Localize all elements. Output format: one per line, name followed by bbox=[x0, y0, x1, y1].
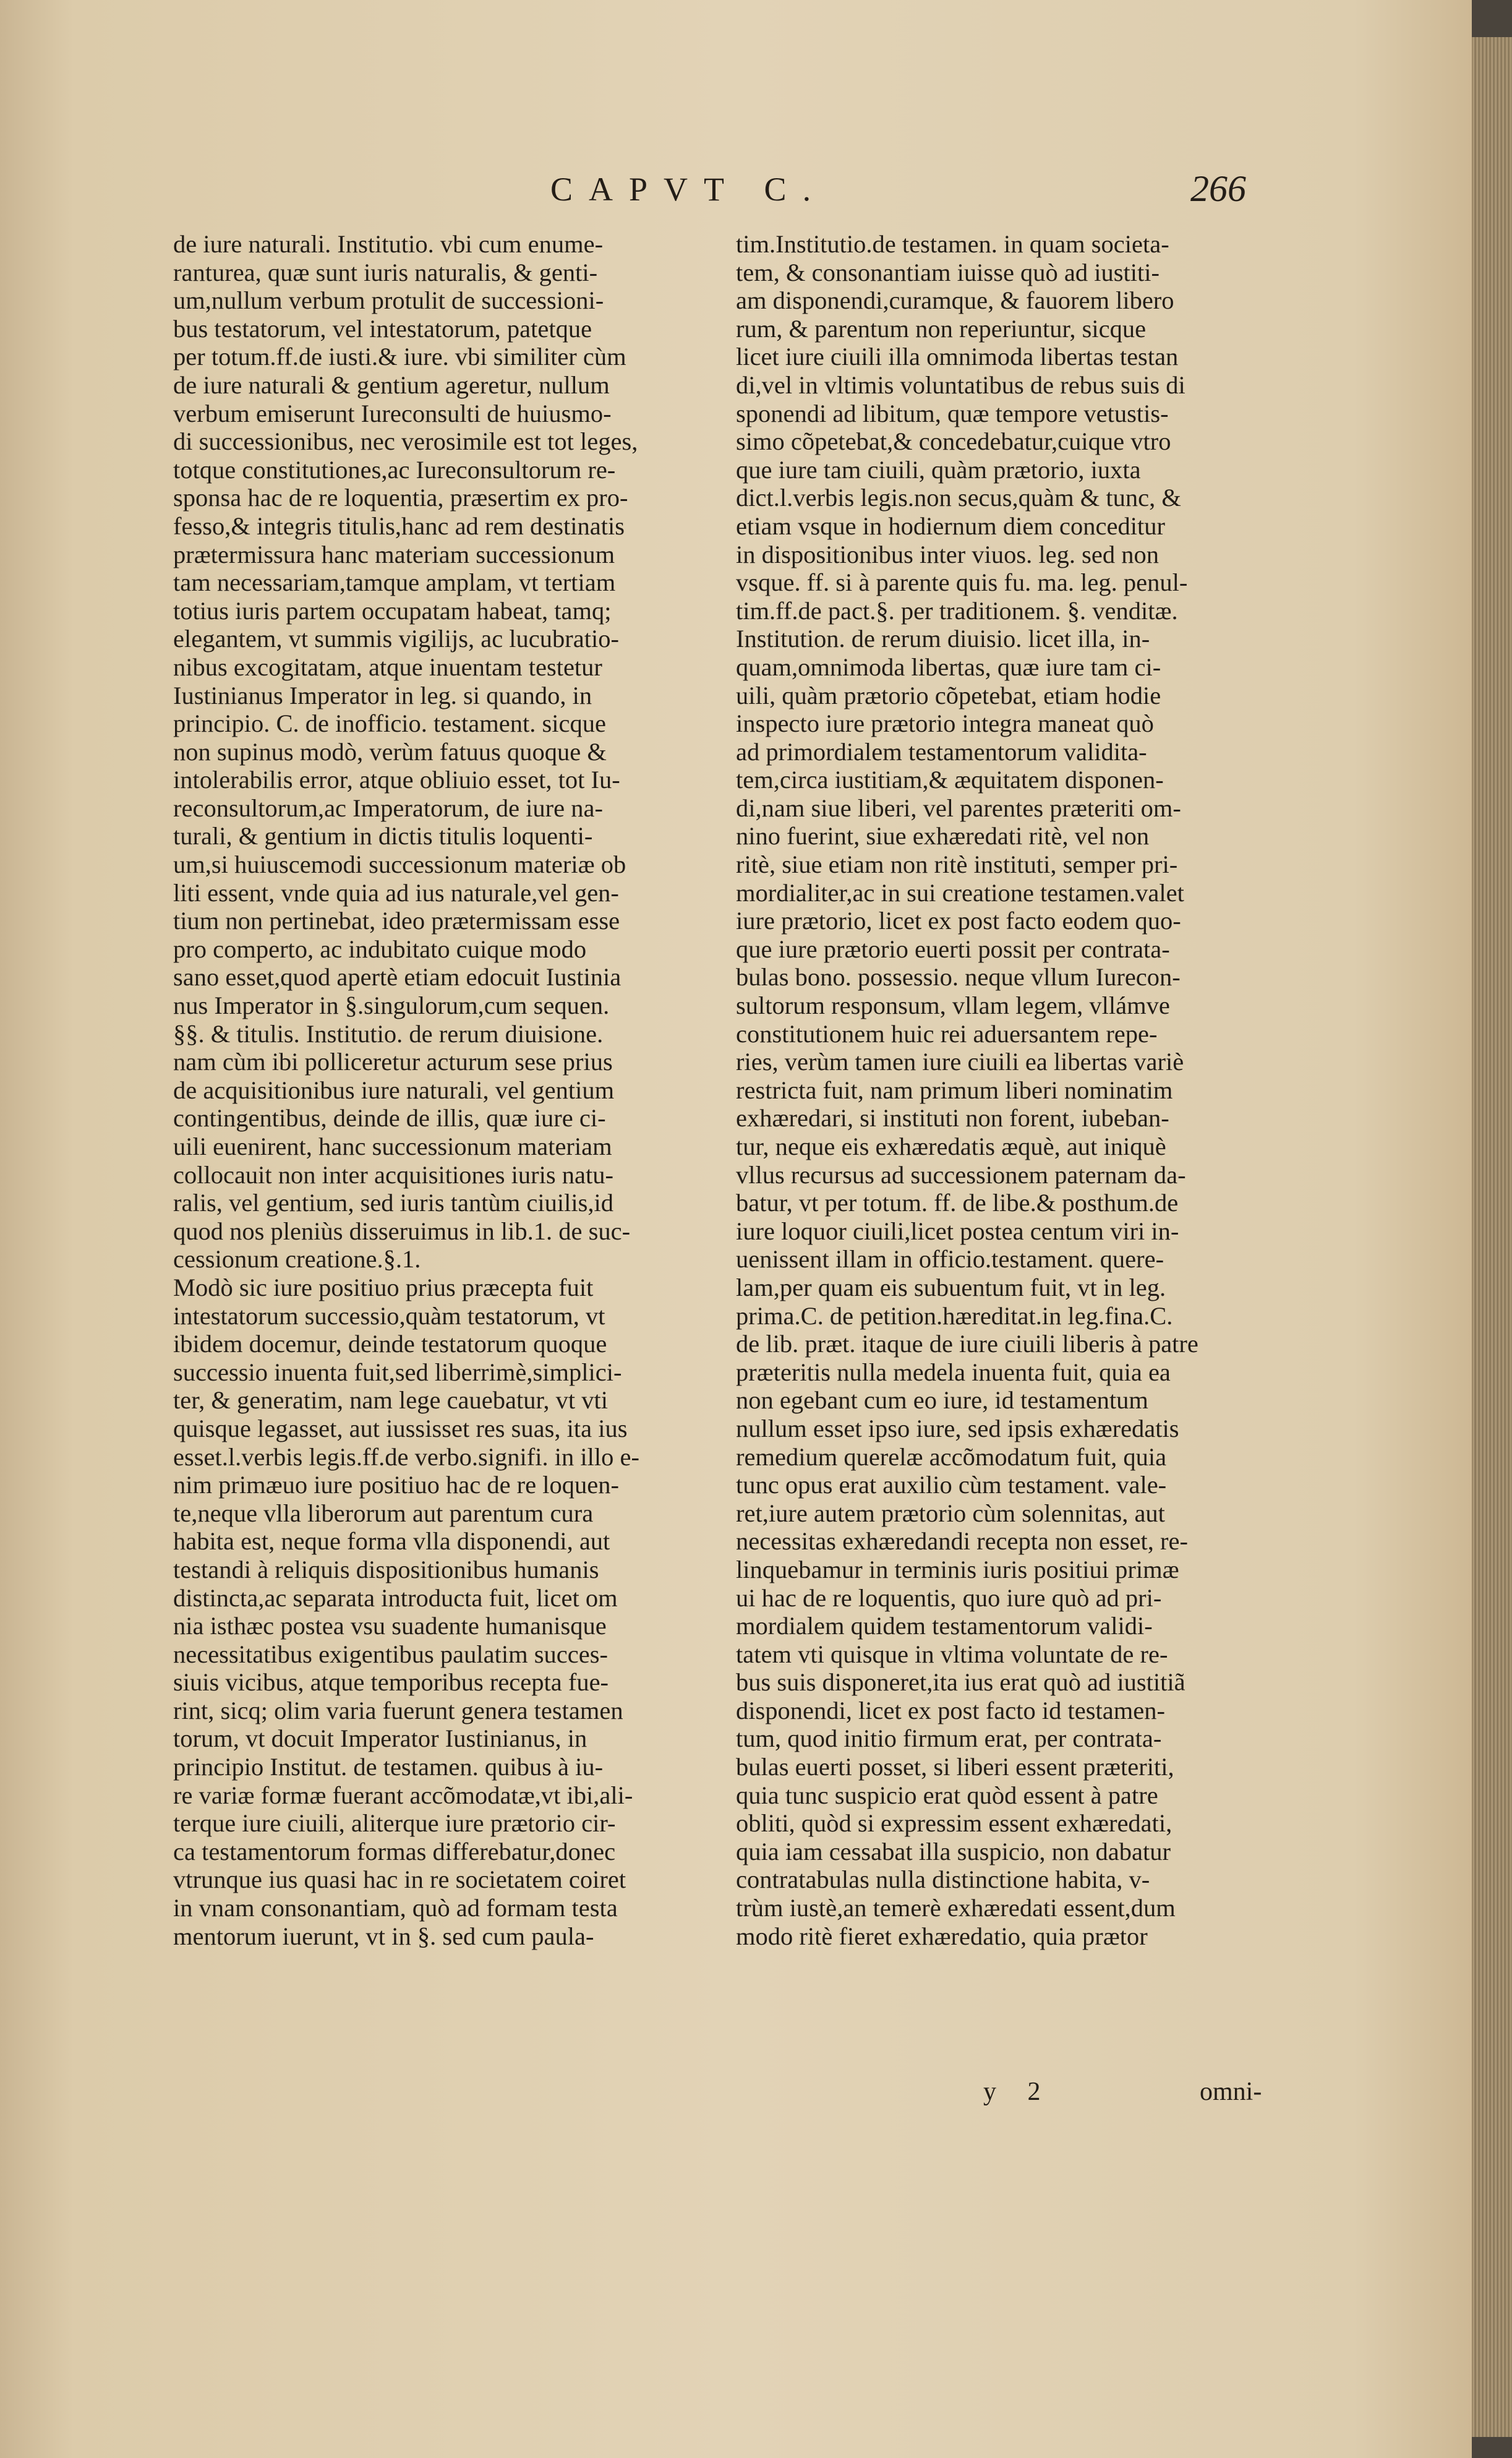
text-line: Modò sic iure positiuo prius præcepta fuit bbox=[173, 1273, 594, 1301]
text-line: de iure naturali. Institutio. vbi cum enume- bbox=[173, 230, 604, 258]
text-line: pro comperto, ac indubitato cuique modo bbox=[173, 935, 587, 963]
text-line: distincta,ac separata introducta fuit, licet om bbox=[173, 1583, 618, 1612]
text-line: contratabulas nulla distinctione habita, v- bbox=[736, 1865, 1150, 1894]
text-line: re variæ formæ fuerant accõmodatæ,vt ibi,ali- bbox=[173, 1781, 633, 1809]
text-line: etiam vsque in hodiernum diem conceditur bbox=[736, 512, 1165, 540]
running-head: CAPVT C. bbox=[550, 171, 827, 208]
text-line: bus suis disponeret,ita ius erat quò ad iustitiã bbox=[736, 1668, 1185, 1697]
text-line: Iustinianus Imperator in leg. si quando, in bbox=[173, 681, 592, 709]
text-line: turali, & gentium in dictis titulis loquenti- bbox=[173, 822, 593, 850]
text-line: de lib. præt. itaque de iure ciuili liberis à patre bbox=[736, 1330, 1198, 1358]
text-line: rum, & parentum non reperiuntur, sicque bbox=[736, 314, 1147, 343]
text-line: terque iure ciuili, aliterque iure prætorio cir- bbox=[173, 1809, 616, 1838]
text-line: de iure naturali & gentium ageretur, nullum bbox=[173, 370, 610, 399]
text-line: de acquisitionibus iure naturali, vel gentium bbox=[173, 1076, 615, 1104]
text-line: te,neque vlla liberorum aut parentum cura bbox=[173, 1499, 594, 1527]
text-line: batur, vt per totum. ff. de libe.& posthum.de bbox=[736, 1189, 1179, 1217]
text-line: quia iam cessabat illa suspicio, non dabatur bbox=[736, 1837, 1171, 1865]
text-line: testandi à reliquis dispositionibus humanis bbox=[173, 1555, 599, 1583]
text-line: quisque legasset, aut iussisset res suas, ita ius bbox=[173, 1414, 628, 1442]
text-line: tunc opus erat auxilio cùm testament. vale- bbox=[736, 1471, 1167, 1499]
text-line: principio. C. de inofficio. testament. sicque bbox=[173, 709, 606, 738]
text-line: tim.Institutio.de testamen. in quam societa- bbox=[736, 230, 1169, 258]
text-line: disponendi, licet ex post facto id testamen- bbox=[736, 1696, 1165, 1724]
text-line: Institution. de rerum diuisio. licet illa, in- bbox=[736, 625, 1150, 653]
text-line: per totum.ff.de iusti.& iure. vbi similiter cùm bbox=[173, 343, 626, 371]
text-line: totque constitutiones,ac Iureconsultorum re- bbox=[173, 455, 616, 484]
text-line: nim primæuo iure positiuo hac de re loquen- bbox=[173, 1471, 619, 1499]
text-line: prima.C. de petition.hæreditat.in leg.fina.C. bbox=[736, 1301, 1173, 1330]
text-line: uili, quàm prætorio cõpetebat, etiam hodie bbox=[736, 681, 1161, 709]
text-line: ad primordialem testamentorum validita- bbox=[736, 737, 1147, 766]
page-number: 266 bbox=[1190, 168, 1246, 209]
text-line: successio inuenta fuit,sed liberrimè,simplici- bbox=[173, 1358, 622, 1386]
page-footer bbox=[0, 2077, 1512, 2114]
text-line: fesso,& integris titulis,hanc ad rem destinatis bbox=[173, 512, 625, 540]
text-line: præteritis nulla medela inuenta fuit, quia ea bbox=[736, 1358, 1171, 1386]
text-line: nibus excogitatam, atque inuentam testetur bbox=[173, 653, 602, 681]
text-column-right bbox=[736, 230, 1280, 1950]
text-line: uili euenirent, hanc successionum materiam bbox=[173, 1133, 612, 1160]
text-line: licet iure ciuili illa omnimoda libertas testan bbox=[736, 343, 1179, 371]
text-line: di,vel in vltimis voluntatibus de rebus suis di bbox=[736, 370, 1185, 399]
text-line: vsque. ff. si à parente quis fu. ma. leg. penul- bbox=[736, 568, 1188, 597]
text-line: quod nos pleniùs disseruimus in lib.1. de suc- bbox=[173, 1217, 631, 1245]
text-line: collocauit non inter acquisitiones iuris natu- bbox=[173, 1160, 613, 1189]
text-line: nino fuerint, siue exhæredati ritè, vel non bbox=[736, 822, 1150, 850]
text-line: ries, verùm tamen iure ciuili ea libertas variè bbox=[736, 1048, 1184, 1076]
text-line: tatem vti quisque in vltima voluntate de re- bbox=[736, 1640, 1168, 1668]
text-line: modo ritè fieret exhæredatio, quia prætor bbox=[736, 1922, 1148, 1950]
text-line: reconsultorum,ac Imperatorum, de iure na- bbox=[173, 794, 603, 822]
text-line: habita est, neque forma vlla disponendi, aut bbox=[173, 1527, 610, 1556]
text-line: nullum esset ipso iure, sed ipsis exhæredatis bbox=[736, 1414, 1179, 1442]
text-line: sano esset,quod apertè etiam edocuit Iustinia bbox=[173, 963, 621, 991]
text-line: lam,per quam eis subuentum fuit, vt in leg. bbox=[736, 1273, 1166, 1301]
text-line: non egebant cum eo iure, id testamentum bbox=[736, 1386, 1148, 1415]
text-line: nam cùm ibi polliceretur acturum sese prius bbox=[173, 1048, 613, 1076]
text-line: elegantem, vt summis vigilijs, ac lucubratio- bbox=[173, 625, 619, 653]
text-line: ritè, siue etiam non ritè instituti, semper pri- bbox=[736, 850, 1178, 879]
text-line: ter, & generatim, nam lege cauebatur, vt vti bbox=[173, 1386, 608, 1415]
text-line: liti essent, vnde quia ad ius naturale,vel gen- bbox=[173, 878, 619, 907]
text-line: necessitatibus exigentibus paulatim succes- bbox=[173, 1640, 608, 1668]
text-line: ralis, vel gentium, sed iuris tantùm ciuilis,id bbox=[173, 1189, 614, 1217]
text-line: iure prætorio, licet ex post facto eodem quo- bbox=[736, 907, 1181, 935]
text-line: um,nullum verbum protulit de successioni- bbox=[173, 286, 604, 315]
text-line: ret,iure autem prætorio cùm solennitas, aut bbox=[736, 1499, 1165, 1527]
text-line: ranturea, quæ sunt iuris naturalis, & genti- bbox=[173, 258, 598, 286]
text-line: constitutionem huic rei aduersantem repe- bbox=[736, 1019, 1158, 1048]
text-line: §§. & titulis. Institutio. de rerum diuisione. bbox=[173, 1019, 604, 1048]
text-line: tem,circa iustitiam,& æquitatem disponen- bbox=[736, 766, 1164, 794]
text-line: contingentibus, deinde de illis, quæ iure ci- bbox=[173, 1104, 606, 1133]
text-line: rint, sicq; olim varia fuerunt genera testamen bbox=[173, 1696, 623, 1724]
text-line: di,nam siue liberi, vel parentes præteriti om- bbox=[736, 794, 1181, 822]
text-line: verbum emiserunt Iureconsulti de huiusmo- bbox=[173, 399, 612, 427]
text-line: quia tunc suspicio erat quòd essent à patre bbox=[736, 1781, 1158, 1809]
text-line: bulas bono. possessio. neque vllum Iurecon- bbox=[736, 963, 1181, 991]
text-line: nus Imperator in §.singulorum,cum sequen. bbox=[173, 991, 610, 1020]
text-line: um,si huiuscemodi successionum materiæ ob bbox=[173, 850, 626, 879]
text-column-left bbox=[173, 230, 686, 1950]
text-line: linquebamur in terminis iuris positiui primæ bbox=[736, 1555, 1179, 1583]
text-line: quam,omnimoda libertas, quæ iure tam ci- bbox=[736, 653, 1161, 681]
catchword: omni- bbox=[1200, 2078, 1262, 2106]
text-line: siuis vicibus, atque temporibus recepta fue- bbox=[173, 1668, 609, 1697]
page-header bbox=[0, 170, 1512, 213]
text-line: que iure tam ciuili, quàm prætorio, iuxta bbox=[736, 455, 1141, 484]
text-line: remedium querelæ accõmodatum fuit, quia bbox=[736, 1442, 1167, 1471]
text-line: mentorum iuerunt, vt in §. sed cum paula- bbox=[173, 1922, 594, 1950]
text-line: tam necessariam,tamque amplam, vt tertiam bbox=[173, 568, 616, 597]
text-line: ui hac de re loquentis, quo iure quò ad pri- bbox=[736, 1583, 1162, 1612]
text-line: intestatorum successio,quàm testatorum, vt bbox=[173, 1301, 605, 1330]
text-line: cessionum creatione.§.1. bbox=[173, 1245, 421, 1274]
text-line: trùm iustè,an temerè exhæredati essent,dum bbox=[736, 1894, 1176, 1922]
text-line: obliti, quòd si expressim essent exhæredati, bbox=[736, 1809, 1172, 1838]
text-line: am disponendi,curamque, & fauorem libero bbox=[736, 286, 1174, 315]
text-line: tum, quod initio firmum erat, per contrata- bbox=[736, 1724, 1162, 1753]
text-line: uenissent illam in officio.testament. quere- bbox=[736, 1245, 1164, 1274]
text-line: simo cõpetebat,& concedebatur,cuique vtro bbox=[736, 427, 1171, 456]
text-line: tem, & consonantiam iuisse quò ad iustiti- bbox=[736, 258, 1160, 286]
text-line: ibidem docemur, deinde testatorum quoque bbox=[173, 1330, 607, 1358]
text-line: vllus recursus ad successionem paternam da- bbox=[736, 1160, 1186, 1189]
text-line: torum, vt docuit Imperator Iustinianus, in bbox=[173, 1724, 587, 1753]
text-line: vtrunque ius quasi hac in re societatem coiret bbox=[173, 1865, 626, 1894]
text-line: restricta fuit, nam primum liberi nominatim bbox=[736, 1076, 1173, 1104]
signature-mark: y 2 bbox=[983, 2078, 1053, 2106]
text-line: ca testamentorum formas differebatur,donec bbox=[173, 1837, 616, 1865]
text-line: bulas euerti posset, si liberi essent præteriti, bbox=[736, 1753, 1174, 1781]
text-line: mordialem quidem testamentorum validi- bbox=[736, 1612, 1153, 1640]
text-line: principio Institut. de testamen. quibus à iu- bbox=[173, 1753, 604, 1781]
text-line: dict.l.verbis legis.non secus,quàm & tunc, & bbox=[736, 484, 1181, 512]
text-line: exhæredari, si instituti non forent, iubeban- bbox=[736, 1104, 1169, 1133]
text-line: que iure prætorio euerti possit per contrata- bbox=[736, 935, 1170, 963]
text-line: tium non pertinebat, ideo prætermissam esse bbox=[173, 907, 620, 935]
text-line: bus testatorum, vel intestatorum, patetque bbox=[173, 314, 592, 343]
text-line: in vnam consonantiam, quò ad formam testa bbox=[173, 1894, 618, 1922]
text-line: non supinus modò, verùm fatuus quoque & bbox=[173, 737, 607, 766]
text-line: sultorum responsum, vllam legem, vllámve bbox=[736, 991, 1170, 1020]
text-line: di successionibus, nec verosimile est tot leges, bbox=[173, 427, 638, 456]
text-line: esset.l.verbis legis.ff.de verbo.signifi. in illo e- bbox=[173, 1442, 639, 1471]
text-line: inspecto iure prætorio integra maneat quò bbox=[736, 709, 1154, 738]
text-line: tur, neque eis exhæredatis æquè, aut iniquè bbox=[736, 1133, 1166, 1160]
text-line: mordialiter,ac in sui creatione testamen.valet bbox=[736, 878, 1184, 907]
text-line: necessitas exhæredandi recepta non esset, re- bbox=[736, 1527, 1188, 1556]
text-line: intolerabilis error, atque obliuio esset, tot Iu- bbox=[173, 766, 620, 794]
text-line: nia isthæc postea vsu suadente humanisque bbox=[173, 1612, 607, 1640]
text-line: prætermissura hanc materiam successionum bbox=[173, 540, 615, 568]
text-line: totius iuris partem occupatam habeat, tamq; bbox=[173, 596, 612, 625]
text-line: tim.ff.de pact.§. per traditionem. §. venditæ. bbox=[736, 596, 1178, 625]
text-line: iure loquor ciuili,licet postea centum viri in- bbox=[736, 1217, 1179, 1245]
text-line: sponendi ad libitum, quæ tempore vetustis- bbox=[736, 399, 1169, 427]
text-line: sponsa hac de re loquentia, præsertim ex pro- bbox=[173, 484, 628, 512]
text-line: in dispositionibus inter viuos. leg. sed non bbox=[736, 540, 1159, 568]
